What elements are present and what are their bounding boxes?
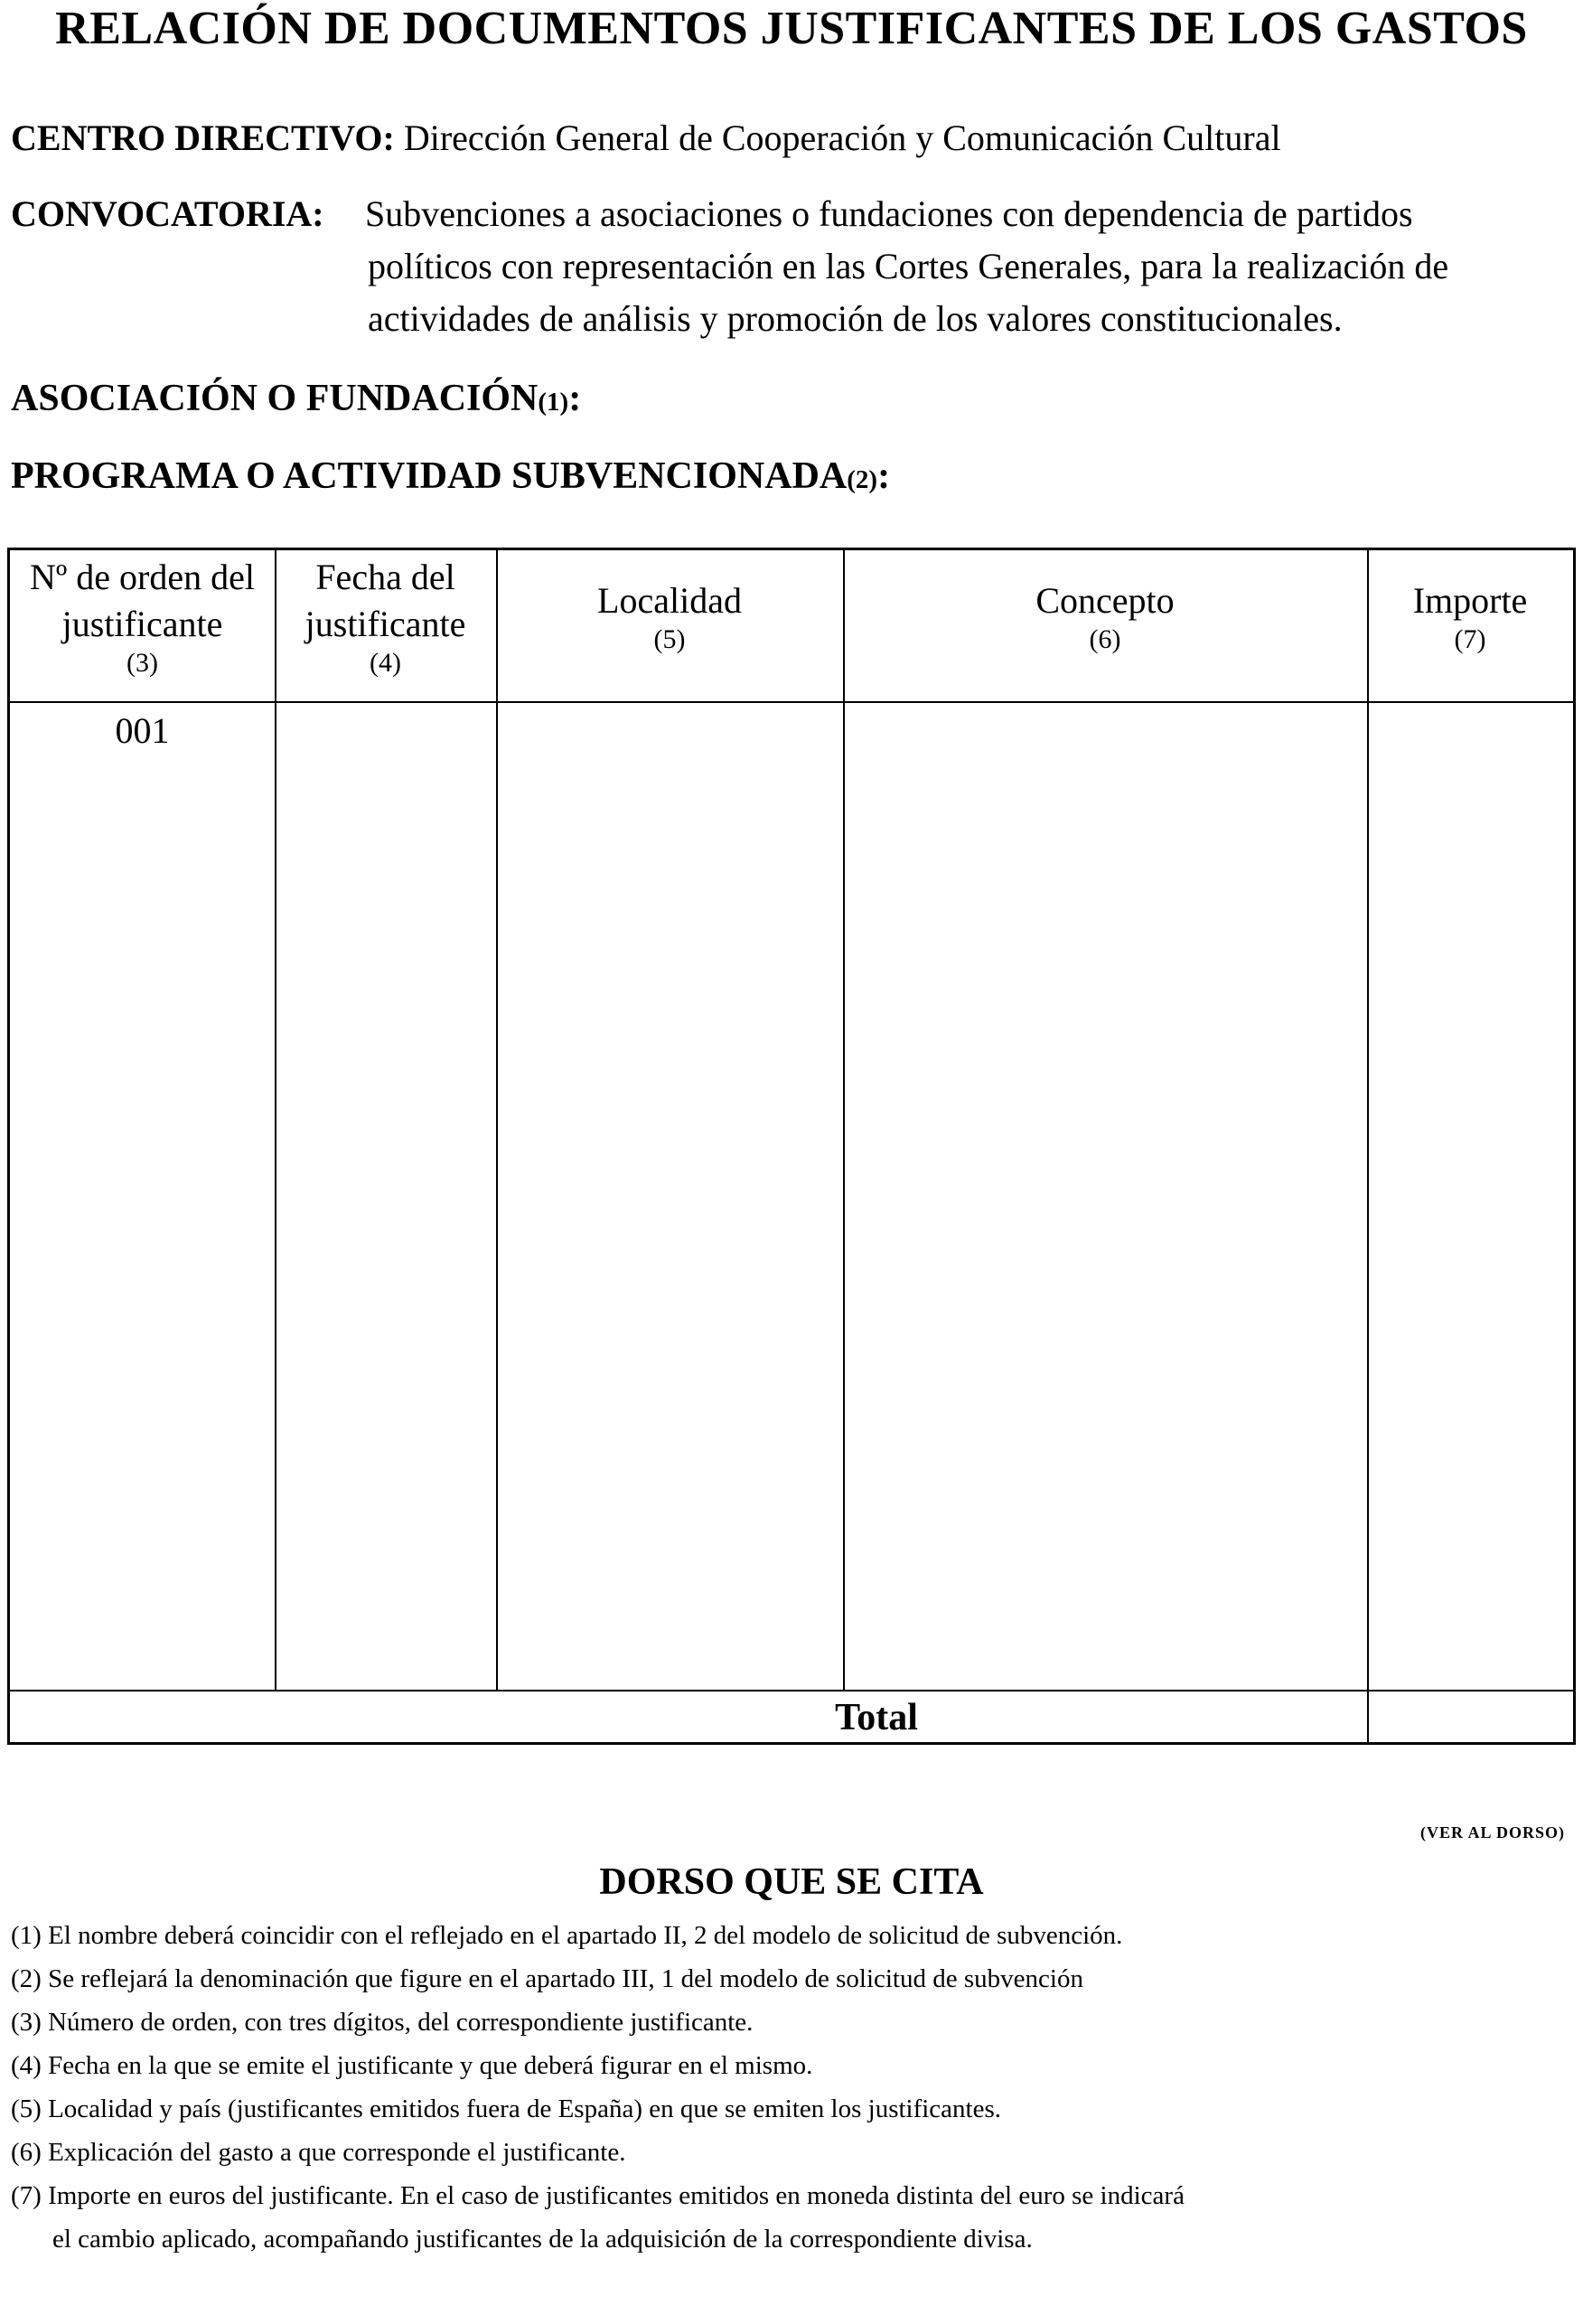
column-divider	[275, 550, 276, 1690]
header-localidad-note: (5)	[653, 624, 686, 654]
note-item: (1) El nombre deberá coincidir con el reflejado en el apartado II, 2 del modelo de solicitud de subvención.	[11, 1921, 1123, 1950]
header-orden-line1: Nº de orden del	[30, 557, 255, 597]
header-fecha-note: (4)	[370, 648, 401, 678]
programa-label: PROGRAMA O ACTIVIDAD SUBVENCIONADA	[11, 455, 848, 497]
centro-directivo-field	[11, 112, 1281, 164]
header-fecha	[275, 550, 496, 708]
header-localidad-line1: Localidad	[597, 580, 742, 621]
header-concepto-line1: Concepto	[1035, 580, 1175, 621]
asociacion-field	[11, 372, 581, 428]
asociacion-label: ASOCIACIÓN O FUNDACIÓN	[11, 378, 539, 419]
page-title: RELACIÓN DE DOCUMENTOS JUSTIFICANTES DE LOS GASTOS	[55, 3, 1528, 54]
note-item: (4) Fecha en la que se emite el justificante y que deberá figurar en el mismo.	[11, 2051, 813, 2080]
convocatoria-value	[365, 188, 1572, 345]
ver-al-dorso-note: (VER AL DORSO)	[1419, 1823, 1565, 1841]
header-localidad	[496, 550, 843, 731]
note-item: (6) Explicación del gasto a que corresponde el justificante.	[11, 2138, 626, 2167]
convocatoria-line: políticos con representación en las Cortes Generales, para la realización de	[368, 246, 1449, 286]
programa-colon: :	[877, 455, 891, 497]
header-concepto-note: (6)	[1089, 624, 1121, 654]
note-item: (5) Localidad y país (justificantes emitidos fuera de España) en que se emiten los justificantes.	[11, 2094, 1002, 2123]
centro-directivo-value: Dirección General de Cooperación y Comunicación Cultural	[403, 117, 1281, 158]
header-orden	[10, 550, 275, 708]
header-orden-line2: justificante	[61, 604, 223, 644]
dorso-title: DORSO QUE SE CITA	[599, 1861, 984, 1903]
total-label: Total	[835, 1697, 918, 1738]
programa-note-ref: (2)	[847, 465, 878, 494]
row-orden-value: 001	[115, 710, 170, 751]
note-item-continuation: el cambio aplicado, acompañando justificantes de la adquisición de la correspondiente divisa.	[52, 2225, 1033, 2254]
convocatoria-line: Subvenciones a asociaciones o fundaciones con dependencia de partidos	[365, 193, 1413, 234]
note-item: (3) Número de orden, con tres dígitos, del correspondiente justificante.	[11, 2008, 754, 2037]
header-fecha-line1: Fecha del	[315, 557, 455, 597]
note-item: (2) Se reflejará la denominación que figure en el apartado III, 1 del modelo de solicitud de subvención	[11, 1964, 1083, 1993]
total-divider	[10, 1690, 1573, 1691]
header-importe-note: (7)	[1454, 624, 1486, 654]
header-importe	[1367, 550, 1573, 731]
asociacion-note-ref: (1)	[538, 388, 569, 417]
header-concepto	[843, 550, 1367, 731]
header-fecha-line2: justificante	[304, 604, 466, 644]
asociacion-colon: :	[568, 378, 582, 419]
header-importe-line1: Importe	[1412, 580, 1528, 621]
convocatoria-line: actividades de análisis y promoción de los valores constitucionales.	[368, 298, 1343, 339]
header-orden-note: (3)	[126, 648, 158, 678]
note-item: (7) Importe en euros del justificante. En el caso de justificantes emitidos en moneda distinta del euro se indicará	[11, 2181, 1185, 2210]
convocatoria-label: CONVOCATORIA:	[11, 193, 324, 234]
dorso-notes	[11, 1914, 1565, 2261]
programa-field	[11, 450, 890, 506]
centro-directivo-label: CENTRO DIRECTIVO:	[11, 117, 395, 158]
total-importe-cell	[1370, 1692, 1573, 1741]
justificantes-table	[7, 548, 1576, 1745]
